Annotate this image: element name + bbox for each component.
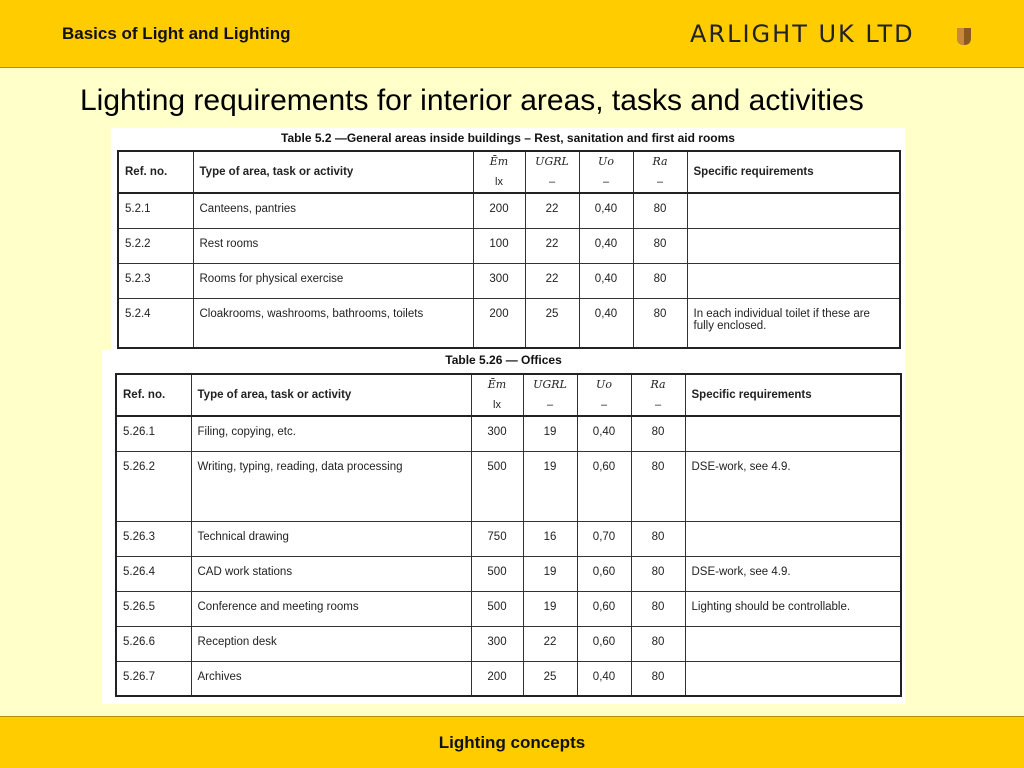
cell-ra: 80 — [631, 591, 685, 626]
cell-ra: 80 — [631, 521, 685, 556]
cell-ugr: 25 — [525, 298, 579, 348]
table-offices — [102, 350, 905, 704]
cell-ra: 80 — [633, 298, 687, 348]
cell-uo: 0,40 — [577, 416, 631, 451]
cell-ra: 80 — [631, 556, 685, 591]
cell-requirements — [687, 228, 900, 263]
cell-uo: 0,40 — [577, 661, 631, 696]
cell-ugr: 22 — [523, 626, 577, 661]
cell-requirements — [685, 521, 901, 556]
cell-type: Rooms for physical exercise — [193, 263, 473, 298]
cell-ref: 5.26.2 — [116, 451, 191, 521]
header-uo: Uo – — [577, 374, 631, 416]
header-uo: Uo – — [579, 151, 633, 193]
header-bar — [0, 0, 1024, 68]
lighting-table — [117, 150, 901, 349]
presentation-title: Basics of Light and Lighting — [62, 24, 291, 43]
cell-type: Rest rooms — [193, 228, 473, 263]
table-general-areas — [111, 128, 905, 350]
table-row — [116, 416, 901, 451]
cell-ra: 80 — [631, 626, 685, 661]
cell-ra: 80 — [633, 193, 687, 228]
cell-uo: 0,60 — [577, 626, 631, 661]
cell-requirements — [687, 263, 900, 298]
header-ugr: UGRL – — [525, 151, 579, 193]
slide-title: Lighting requirements for interior areas, tasks and activities — [80, 84, 864, 117]
cell-type: Technical drawing — [191, 521, 471, 556]
cell-em: 200 — [473, 193, 525, 228]
cell-ref: 5.2.2 — [118, 228, 193, 263]
cell-type: Filing, copying, etc. — [191, 416, 471, 451]
cell-em: 100 — [473, 228, 525, 263]
cell-requirements: Lighting should be controllable. — [685, 591, 901, 626]
cell-ugr: 19 — [523, 556, 577, 591]
cell-ref: 5.26.4 — [116, 556, 191, 591]
cell-em: 500 — [471, 451, 523, 521]
header-requirements: Specific requirements — [687, 151, 900, 193]
cell-uo: 0,60 — [577, 591, 631, 626]
cell-ugr: 22 — [525, 263, 579, 298]
cell-em: 500 — [471, 556, 523, 591]
cell-uo: 0,40 — [579, 263, 633, 298]
cell-uo: 0,60 — [577, 451, 631, 521]
table-row — [118, 298, 900, 348]
cell-type: Archives — [191, 661, 471, 696]
cell-ref: 5.26.6 — [116, 626, 191, 661]
cell-ref: 5.2.3 — [118, 263, 193, 298]
cell-ra: 80 — [631, 416, 685, 451]
cell-uo: 0,40 — [579, 298, 633, 348]
cell-requirements: DSE-work, see 4.9. — [685, 451, 901, 521]
cell-uo: 0,40 — [579, 193, 633, 228]
cell-em: 750 — [471, 521, 523, 556]
header-ra: Ra – — [633, 151, 687, 193]
cell-uo: 0,60 — [577, 556, 631, 591]
cell-type: Conference and meeting rooms — [191, 591, 471, 626]
header-type: Type of area, task or activity — [193, 151, 473, 193]
table-row — [118, 228, 900, 263]
cell-uo: 0,40 — [579, 228, 633, 263]
table-row — [116, 521, 901, 556]
footer-bar — [0, 716, 1024, 768]
cell-ref: 5.26.1 — [116, 416, 191, 451]
footer-title: Lighting concepts — [438, 733, 586, 752]
logo-mark-icon — [955, 26, 973, 46]
cell-ra: 80 — [631, 661, 685, 696]
lighting-table — [115, 373, 902, 697]
cell-uo: 0,70 — [577, 521, 631, 556]
cell-type: Writing, typing, reading, data processing — [191, 451, 471, 521]
cell-ugr: 19 — [523, 451, 577, 521]
table-row — [118, 263, 900, 298]
cell-ra: 80 — [633, 263, 687, 298]
cell-requirements — [685, 626, 901, 661]
cell-em: 200 — [471, 661, 523, 696]
header-ref: Ref. no. — [118, 151, 193, 193]
cell-ugr: 19 — [523, 591, 577, 626]
company-logo: ARLIGHT UK LTD — [690, 20, 915, 48]
table-row — [116, 626, 901, 661]
table-row — [118, 193, 900, 228]
header-requirements: Specific requirements — [685, 374, 901, 416]
cell-ugr: 19 — [523, 416, 577, 451]
header-ugr: UGRL – — [523, 374, 577, 416]
header-em: Ēm lx — [471, 374, 523, 416]
cell-requirements — [687, 193, 900, 228]
cell-ugr: 16 — [523, 521, 577, 556]
cell-requirements: In each individual toilet if these are fully enclosed. — [687, 298, 900, 348]
table-row — [116, 591, 901, 626]
cell-em: 300 — [471, 626, 523, 661]
cell-em: 300 — [473, 263, 525, 298]
header-ref: Ref. no. — [116, 374, 191, 416]
cell-ref: 5.2.4 — [118, 298, 193, 348]
header-ra: Ra – — [631, 374, 685, 416]
cell-requirements — [685, 416, 901, 451]
cell-ugr: 22 — [525, 193, 579, 228]
cell-em: 200 — [473, 298, 525, 348]
cell-type: Reception desk — [191, 626, 471, 661]
cell-type: CAD work stations — [191, 556, 471, 591]
cell-ugr: 22 — [525, 228, 579, 263]
cell-ref: 5.26.3 — [116, 521, 191, 556]
table-caption: Table 5.26 — Offices — [445, 353, 562, 367]
table-row — [116, 556, 901, 591]
cell-ref: 5.2.1 — [118, 193, 193, 228]
cell-ra: 80 — [631, 451, 685, 521]
cell-ra: 80 — [633, 228, 687, 263]
header-em: Ēm lx — [473, 151, 525, 193]
cell-em: 300 — [471, 416, 523, 451]
cell-type: Cloakrooms, washrooms, bathrooms, toilets — [193, 298, 473, 348]
cell-type: Canteens, pantries — [193, 193, 473, 228]
table-caption: Table 5.2 —General areas inside buildings – Rest, sanitation and first aid rooms — [281, 131, 735, 145]
header-type: Type of area, task or activity — [191, 374, 471, 416]
cell-requirements: DSE-work, see 4.9. — [685, 556, 901, 591]
cell-ugr: 25 — [523, 661, 577, 696]
cell-ref: 5.26.5 — [116, 591, 191, 626]
cell-em: 500 — [471, 591, 523, 626]
table-row — [116, 451, 901, 521]
cell-ref: 5.26.7 — [116, 661, 191, 696]
table-row — [116, 661, 901, 696]
cell-requirements — [685, 661, 901, 696]
